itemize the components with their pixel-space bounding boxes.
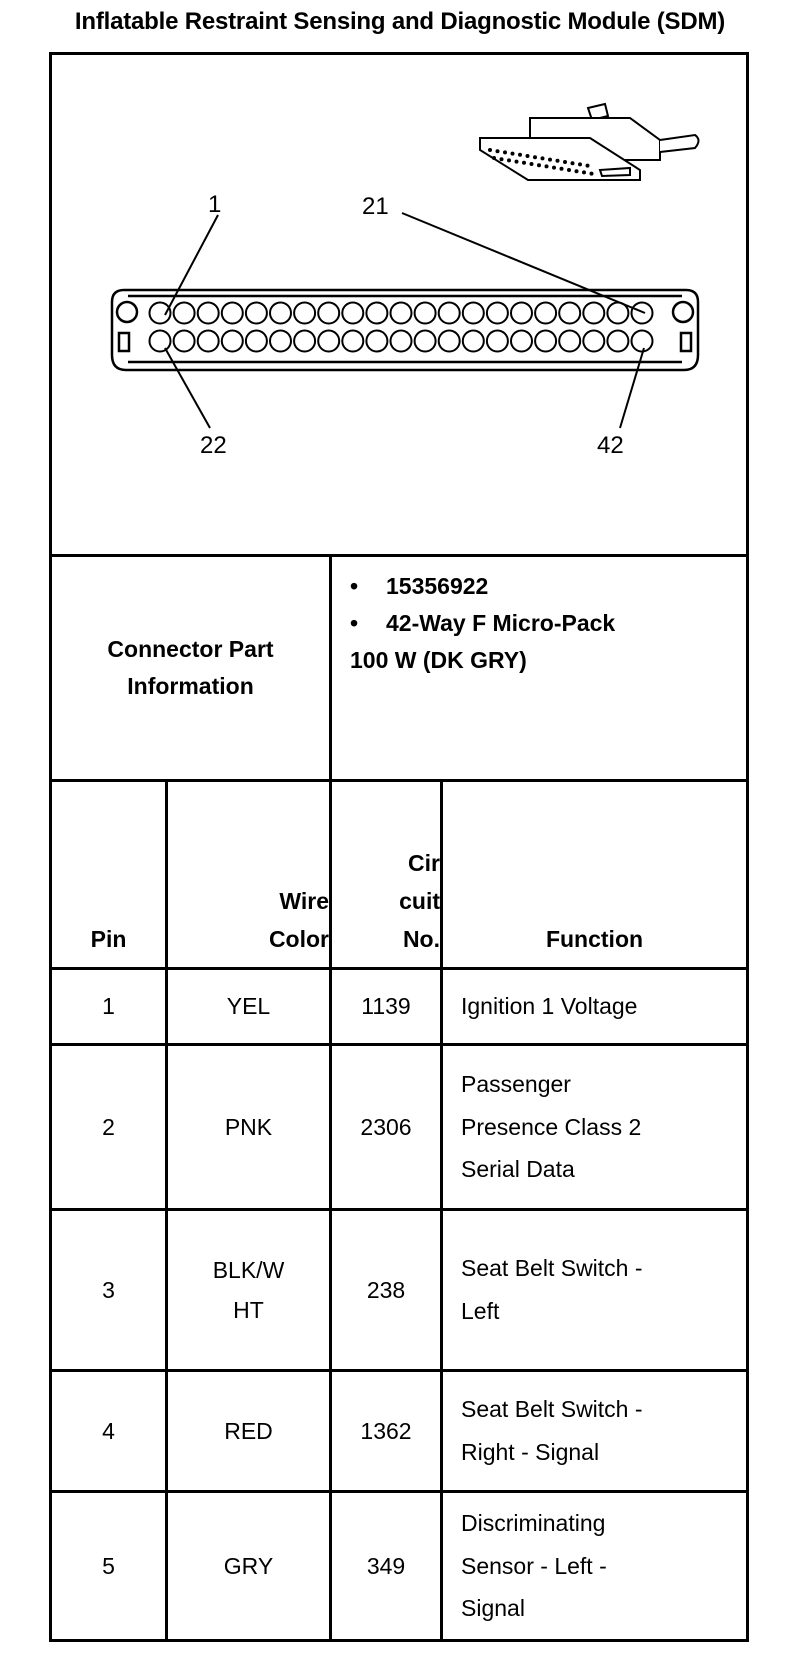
thumbnail-pin (518, 153, 522, 157)
pin-hole (439, 303, 460, 324)
pin-label-22: 22 (200, 432, 227, 459)
pin-hole (294, 303, 315, 324)
thumbnail-pin (515, 160, 519, 164)
pin-hole (270, 303, 291, 324)
thumbnail-pin (526, 154, 530, 158)
cell-pin: 5 (102, 1552, 115, 1579)
pin-hole (342, 303, 363, 324)
pin-hole (150, 303, 171, 324)
thumbnail-pin (530, 162, 534, 166)
thumbnail-pin (545, 164, 549, 168)
connector-color: 100 W (DK GRY) (350, 646, 527, 673)
pin-hole (583, 303, 604, 324)
pin-hole (294, 331, 315, 352)
pin-hole (366, 331, 387, 352)
pin-hole (535, 303, 556, 324)
connector-info-label-line2: Information (127, 673, 254, 699)
thumbnail-pin (503, 150, 507, 154)
thumbnail-pin (533, 155, 537, 159)
header-circuit-no: Cir cuit No. (399, 850, 440, 953)
connector-type: 42-Way F Micro-Pack (386, 609, 616, 636)
pin-hole (487, 303, 508, 324)
cell-circuit-no: 1139 (361, 993, 411, 1020)
thumbnail-pin (578, 162, 582, 166)
pin-label-21: 21 (362, 193, 389, 220)
cell-pin: 4 (102, 1417, 115, 1444)
pin-hole (487, 331, 508, 352)
cell-wire-color: RED (224, 1417, 273, 1444)
thumbnail-pin (560, 167, 564, 171)
pin-hole (198, 303, 219, 324)
thumbnail-pin (563, 160, 567, 164)
connector-info-label (52, 557, 329, 779)
pin-hole (559, 303, 580, 324)
thumbnail-pin (492, 156, 496, 160)
pin-hole (415, 303, 436, 324)
pin-hole (535, 331, 556, 352)
pin-hole (415, 331, 436, 352)
thumbnail-pin (582, 170, 586, 174)
thumbnail-pin (522, 161, 526, 165)
pin-hole (246, 303, 267, 324)
thumbnail-pin (590, 172, 594, 176)
thumbnail-pin (575, 169, 579, 173)
cell-function: Passenger Presence Class 2 Serial Data (461, 1071, 642, 1183)
pin-hole (246, 331, 267, 352)
connector-body (112, 290, 698, 370)
thumbnail-pin (488, 148, 492, 152)
pin-hole (222, 303, 243, 324)
connector-info-list (350, 568, 615, 678)
list-item: • 42-Way F Micro-Pack (350, 605, 615, 642)
page-title: Inflatable Restraint Sensing and Diagnostic Module (SDM) (74, 8, 726, 35)
pin-hole (583, 331, 604, 352)
cell-function: Discriminating Sensor - Left - Signal (461, 1510, 607, 1622)
thumbnail-pin (500, 157, 504, 161)
thumbnail-pin (552, 166, 556, 170)
pin-hole (198, 331, 219, 352)
thumbnail-pin (571, 161, 575, 165)
connector-info-label-line1: Connector Part (107, 636, 274, 663)
pin-hole (511, 331, 532, 352)
pin-hole (511, 303, 532, 324)
pin-label-42: 42 (597, 432, 624, 459)
pin-hole (632, 303, 653, 324)
cell-circuit-no: 238 (366, 1276, 406, 1303)
pin-hole (318, 331, 339, 352)
header-wire-color: Wire Color (268, 888, 329, 953)
cell-circuit-no: 349 (366, 1552, 406, 1579)
cell-function: Seat Belt Switch - Right - Signal (461, 1396, 643, 1465)
cell-pin: 2 (102, 1113, 115, 1140)
connector-thumbnail-icon (480, 104, 699, 180)
pin-hole (342, 331, 363, 352)
connector-diagram (0, 0, 800, 554)
thumbnail-pin (496, 149, 500, 153)
cell-wire-color: YEL (226, 993, 271, 1020)
pin-hole (318, 303, 339, 324)
pin-hole (270, 331, 291, 352)
cell-function: Ignition 1 Voltage (461, 993, 638, 1020)
cell-wire-color: PNK (224, 1113, 273, 1140)
list-item: • 15356922 (350, 568, 615, 605)
cell-wire-color: BLK/W HT (212, 1256, 285, 1323)
cell-wire-color: GRY (223, 1552, 274, 1579)
pin-hole (150, 331, 171, 352)
pin-hole (439, 331, 460, 352)
pin-hole (559, 331, 580, 352)
pin-hole (391, 331, 412, 352)
pin-hole (174, 303, 195, 324)
thumbnail-pin (556, 159, 560, 163)
pin-label-1: 1 (208, 191, 222, 218)
pin-hole (607, 331, 628, 352)
cell-pin: 1 (102, 993, 115, 1020)
part-number: 15356922 (386, 573, 489, 599)
pin-hole (632, 331, 653, 352)
thumbnail-pin (541, 156, 545, 160)
thumbnail-pin (548, 158, 552, 162)
pin-hole (222, 331, 243, 352)
pin-hole (391, 303, 412, 324)
thumbnail-pin (567, 168, 571, 172)
cell-circuit-no: 1362 (360, 1417, 412, 1444)
pin-hole (174, 331, 195, 352)
pin-hole (463, 303, 484, 324)
pin-hole (463, 331, 484, 352)
pin-hole (366, 303, 387, 324)
thumbnail-pin (537, 163, 541, 167)
cell-function: Seat Belt Switch - Left (461, 1255, 643, 1324)
thumbnail-pin (507, 158, 511, 162)
cell-pin: 3 (102, 1276, 115, 1303)
thumbnail-pin (511, 152, 515, 156)
header-function: Function (545, 926, 644, 953)
header-pin: Pin (90, 926, 127, 953)
thumbnail-pin (586, 164, 590, 168)
cell-circuit-no: 2306 (360, 1113, 412, 1140)
